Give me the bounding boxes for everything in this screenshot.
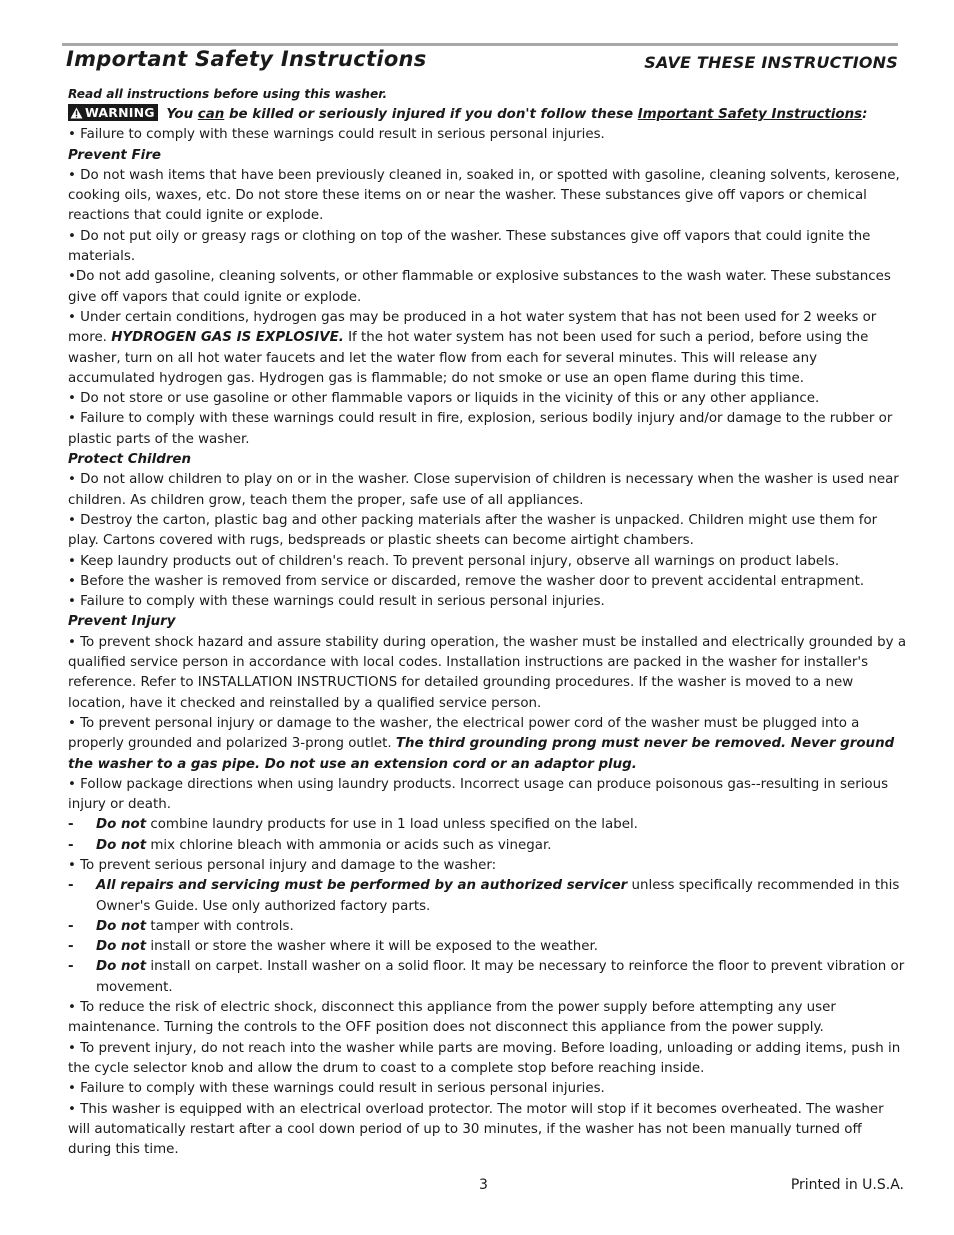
dash-text (96, 957, 908, 998)
dash-text (96, 815, 638, 835)
dash-item (68, 815, 908, 835)
paragraph: • Do not store or use gasoline or other flammable vapors or liquids in the vicinity of this or any other appliance. (68, 391, 820, 407)
paragraph: • This washer is equipped with an electrical overload protector. The motor will stop if it becomes overheated. The washer will automatically restart after a cool down period of up to 30 minutes, if the washer has not been manually turned off during this time. (68, 1101, 884, 1158)
emphasis: Do not (96, 918, 147, 934)
printed-in-note: Printed in U.S.A. (790, 1177, 904, 1193)
paragraph: • Failure to comply with these warnings could result in serious personal injuries. (68, 127, 605, 143)
dash-marker: - (68, 959, 74, 975)
dash-item (68, 917, 908, 937)
dash-item (68, 957, 908, 998)
paragraph: • Before the washer is removed from service or discarded, remove the washer door to prevent accidental entrapment. (68, 573, 865, 589)
warning-text: You (161, 107, 198, 122)
header-rule (62, 43, 898, 46)
dash-marker: - (68, 817, 74, 833)
paragraph (68, 714, 908, 775)
paragraph: • Do not allow children to play on or in the washer. Close supervision of children is necessary when the washer is used near children. As children grow, teach them the proper, safe use of all appliances. (68, 472, 899, 508)
paragraph: • Do not wash items that have been previously cleaned in, soaked in, or spotted with gasoline, cleaning solvents, kerosene, cooking oils, waxes, etc. Do not store these items on or near the washer. These substances give off vapors or chemical reactions that could ignite or explode. (68, 167, 900, 224)
warning-badge (68, 104, 158, 121)
dash-item (68, 836, 908, 856)
page-number: 3 (479, 1177, 488, 1193)
emphasis: Do not (96, 959, 147, 975)
safety-content (68, 84, 908, 1160)
text-run: install on carpet. Install washer on a solid floor. It may be necessary to reinforce the floor to prevent vibration or movement. (96, 959, 905, 995)
dash-marker: - (68, 918, 74, 934)
warning-can: can (197, 107, 225, 122)
warning-triangle-icon (70, 107, 83, 119)
dash-text (96, 876, 908, 917)
paragraph: • Follow package directions when using laundry products. Incorrect usage can produce poisonous gas--resulting in serious injury or death. (68, 776, 889, 813)
text-run: mix chlorine bleach with ammonia or acids such as vinegar. (146, 837, 552, 853)
grounding-warning: The third grounding prong must never be removed. Never ground the washer to a gas pipe. Do not use an extension cord or an adaptor plug. (68, 736, 895, 772)
paragraph: • Destroy the carton, plastic bag and other packing materials after the washer is unpacked. Children might use them for play. Cartons covered with rugs, bedspreads or plastic sheets can become airtight chambers. (68, 512, 878, 549)
dash-text (96, 937, 598, 957)
intro-text: Read all instructions before using this washer. (68, 87, 388, 101)
paragraph: • To prevent injury, do not reach into the washer while parts are moving. Before loading, unloading or adding items, push in the cycle selector knob and allow the drum to coast to a complete stop before reaching inside. (68, 1040, 901, 1076)
paragraph: • Do not put oily or greasy rags or clothing on top of the washer. These substances give off vapors that could ignite the materials. (68, 228, 871, 265)
emphasis: Do not (96, 939, 147, 955)
text-run: unless specifically recommended in this Owner's Guide. Use only authorized factory parts. (96, 878, 900, 914)
paragraph: • To prevent shock hazard and assure stability during operation, the washer must be installed and electrically grounded by a qualified service person in accordance with local codes. Installation instructions are packed in the washer for installer's reference. Refer to INSTALLATION INSTRUCTIONS for detailed grounding procedures. If the washer is moved to a new location, have it checked and reinstalled by a qualified service person. (68, 634, 907, 711)
text-run: If the hot water system has not been used for such a period, before using the washer, turn on all hot water faucets and let the water flow from each for several minutes. This will release any accumulated hydrogen gas. Hydrogen gas is flammable; do not smoke or use an open flame during this time. (68, 330, 869, 386)
text-run: tamper with controls. (146, 918, 294, 934)
paragraph: • Keep laundry products out of children's reach. To prevent personal injury, observe all warnings on product labels. (68, 553, 840, 569)
warning-text: : (862, 107, 868, 122)
dash-item (68, 876, 908, 917)
warning-badge-label: WARNING (85, 105, 155, 120)
warning-link: Important Safety Instructions (637, 107, 863, 122)
dash-text (96, 836, 551, 856)
dash-marker: - (68, 878, 74, 894)
text-run: combine laundry products for use in 1 load unless specified on the label. (146, 817, 638, 833)
paragraph (68, 308, 908, 389)
paragraph: • To prevent serious personal injury and damage to the washer: (68, 857, 497, 873)
emphasis: Do not (96, 817, 147, 833)
paragraph: • Failure to comply with these warnings could result in serious personal injuries. (68, 1081, 605, 1097)
dash-item (68, 937, 908, 957)
hydrogen-warning: HYDROGEN GAS IS EXPLOSIVE. (111, 330, 344, 346)
section-heading-protect-children: Protect Children (68, 452, 192, 468)
paragraph: • To reduce the risk of electric shock, disconnect this appliance from the power supply before attempting any user maintenance. Turning the controls to the OFF position does not disconnect this appliance from the power supply. (68, 1000, 836, 1036)
warning-text: be killed or seriously injured if you don't follow these (224, 107, 638, 122)
emphasis: All repairs and servicing must be performed by an authorized servicer (96, 878, 628, 894)
dash-marker: - (68, 939, 74, 955)
paragraph: •Do not add gasoline, cleaning solvents, or other flammable or explosive substances to the wash water. These substances give off vapors that could ignite or explode. (68, 269, 891, 305)
text-run: install or store the washer where it will be exposed to the weather. (146, 939, 599, 955)
paragraph: • Failure to comply with these warnings could result in serious personal injuries. (68, 594, 605, 610)
text-run: • To prevent personal injury or damage to the washer, the electrical power cord of the washer must be plugged into a properly grounded and polarized 3-prong outlet. (68, 715, 860, 752)
dash-text (96, 917, 294, 937)
emphasis: Do not (96, 837, 147, 853)
save-instructions-heading: SAVE THESE INSTRUCTIONS (644, 53, 898, 72)
page-title: Important Safety Instructions (66, 47, 427, 71)
paragraph: • Failure to comply with these warnings could result in fire, explosion, serious bodily injury and/or damage to the rubber or plastic parts of the washer. (68, 411, 893, 447)
section-heading-prevent-fire: Prevent Fire (68, 147, 161, 163)
warning-line (68, 104, 908, 125)
text-run: • Under certain conditions, hydrogen gas may be produced in a hot water system that has not been used for 2 weeks or more. (68, 309, 877, 346)
dash-marker: - (68, 837, 74, 853)
section-heading-prevent-injury: Prevent Injury (68, 614, 176, 630)
